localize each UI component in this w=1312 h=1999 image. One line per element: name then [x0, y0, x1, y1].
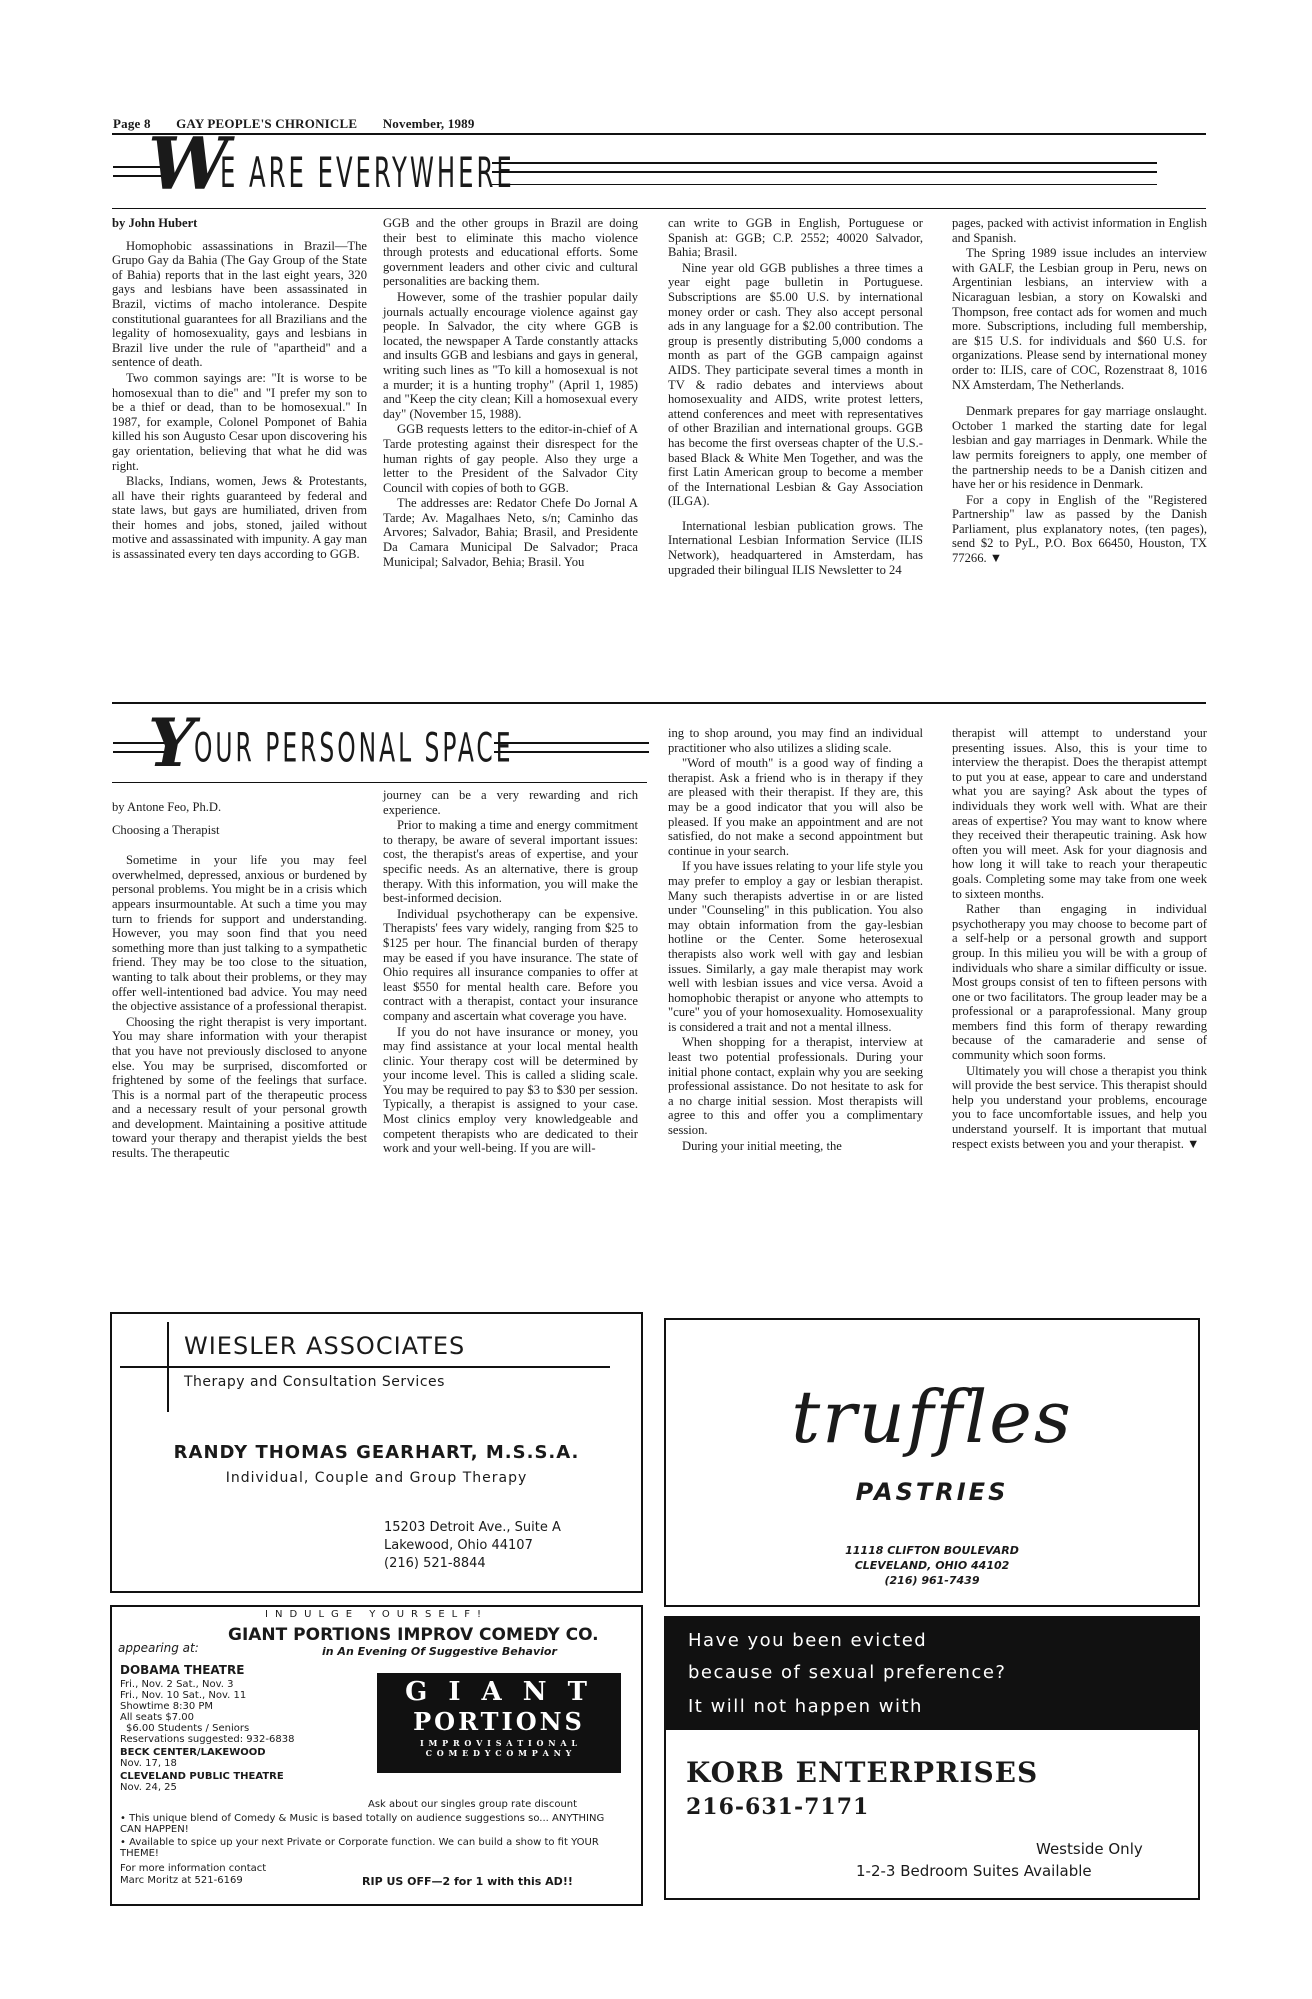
korb-westside: Westside Only — [1036, 1840, 1143, 1858]
paragraph: If you have issues relating to your life style you may prefer to employ a gay or lesbian therapist. Many such therapists advertise in or are listed under "Counseling" in this publication. You also may obtain information from the gay-lesbian hotline or the Center. Some heterosexual therapists also work well with gay and lesbian issues. Similarly, a gay male therapist may work well with lesbian issues and vice versa. Avoid a homophobic therapist or anyone who attempts to "cure" you of your homosexuality. Homosexuality is considered a trait and not a mental illness. — [668, 859, 923, 1034]
paragraph: International lesbian publication grows. The International Lesbian Information Service (ILIS Network), headquartered in Amsterdam, has upgraded their bilingual ILIS Newsletter to 24 — [668, 518, 923, 577]
comedy-bullet-1: • This unique blend of Comedy & Music is based totally on audience suggestions so... ANYTHING CAN HAPPEN! — [120, 1813, 605, 1835]
paragraph: Prior to making a time and energy commitment to therapy, be aware of several important issues: cost, the therapist's areas of expertise, and your specific needs. As an alternative, there is group therapy. With this information, you will make the best-informed decision. — [383, 818, 638, 906]
korb-banner — [666, 1618, 1198, 1730]
paragraph: Sometime in your life you may feel overwhelmed, depressed, anxious or burdened by personal problems. You might be in a crisis which appears insurmountable. At such a time you may turn to friends for support and understanding. However, you may soon find that you need something more than just talking to a sympathetic friend. They may be too close to the situation, wanting to talk about their problems, or they may offer well-intentioned bad advice. You may need the objective assistance of a professional therapist. — [112, 853, 367, 1014]
paper-name: GAY PEOPLE'S CHRONICLE — [176, 116, 358, 131]
wiesler-ad — [110, 1312, 643, 1593]
comedy-offer: RIP US OFF—2 for 1 with this AD!! — [362, 1875, 573, 1888]
paragraph: Rather than engaging in individual psychotherapy you may choose to become part of a self-help or a personal growth and support group. In this milieu you will be with a group of individuals who share a similar difficulty or issue. Most groups consist of ten to fifteen persons with one or two facilitators. The group leader may be a professional or a paraprofessional. Many group members find this form of therapy rewarding because of the camaraderie and sense of community which soon forms. — [952, 902, 1207, 1063]
wiesler-person: RANDY THOMAS GEARHART, M.S.S.A. — [173, 1442, 580, 1463]
logo-line-portions: PORTIONS — [413, 1707, 585, 1736]
wiesler-horizontal-rule — [120, 1366, 610, 1368]
section2-subhead: Choosing a Therapist — [112, 822, 220, 837]
wiesler-address-line-1: 15203 Detroit Ave., Suite A — [384, 1520, 561, 1535]
comedy-group-rate: Ask about our singles group rate discount — [368, 1799, 578, 1810]
paragraph: "Word of mouth" is a good way of finding a therapist. Ask a friend who is in therapy if they are pleased with their therapist. If they are, this may be a good indicator that you will also be pleased. If you make an appointment and are not satisfied, do not make a second appointment but continue in your search. — [668, 756, 923, 858]
wiesler-address-line-2: Lakewood, Ohio 44107 — [384, 1538, 533, 1553]
section2-title: OUR PERSONAL SPACE — [194, 726, 514, 773]
comedy-dates-1b: Fri., Nov. 10 Sat., Nov. 11 — [120, 1690, 247, 1701]
section2-drop-cap: Y — [148, 704, 196, 782]
korb-phone: 216-631-7171 — [686, 1794, 870, 1820]
wiesler-phone: (216) 521-8844 — [384, 1556, 486, 1571]
section1-column-2 — [383, 216, 638, 570]
comedy-company-name: GIANT PORTIONS IMPROV COMEDY CO. — [228, 1625, 599, 1645]
truffles-phone: (216) 961-7439 — [884, 1574, 980, 1587]
comedy-top-banner: INDULGE YOURSELF! — [265, 1609, 488, 1620]
section1-column-3 — [668, 216, 923, 578]
korb-ad — [664, 1616, 1200, 1900]
section1-column-4 — [952, 216, 1207, 567]
comedy-info: For more information contact — [120, 1863, 267, 1874]
korb-suites: 1-2-3 Bedroom Suites Available — [856, 1862, 1092, 1880]
paragraph: journey can be a very rewarding and rich experience. — [383, 788, 638, 817]
comedy-students: $6.00 Students / Seniors — [126, 1723, 250, 1734]
korb-line-1: Have you been evicted — [688, 1630, 928, 1651]
comedy-contact: Marc Moritz at 521-6169 — [120, 1875, 243, 1886]
section1-column-1 — [112, 216, 367, 563]
comedy-appearing: appearing at: — [118, 1641, 199, 1655]
paragraph: Choosing the right therapist is very important. You may share information with your therapist that you have not previously disclosed to anyone else. You may be surprised, discomforted or frightened by some of the feelings that surface. This is a normal part of the therapeutic process and a necessary result of your personal growth and development. Maintaining a positive attitude toward your therapy and therapist yields the best results. The therapeutic — [112, 1014, 367, 1161]
comedy-showtime: Showtime 8:30 PM — [120, 1701, 214, 1712]
truffles-logo: truffles — [791, 1375, 1073, 1459]
paragraph: pages, packed with activist information in English and Spanish. — [952, 216, 1207, 245]
section2-byline: by Antone Feo, Ph.D. — [112, 800, 222, 814]
wiesler-services: Individual, Couple and Group Therapy — [225, 1470, 528, 1486]
comedy-reservations: Reservations suggested: 932-6838 — [120, 1734, 295, 1745]
paragraph: Ultimately you will chose a therapist you think will provide the best service. This therapist should help you understand your problems, encourage you to face uncomfortable issues, and help you understand yourself. It is important that mutual respect exists between you and your therapist. ▼ — [952, 1063, 1207, 1151]
paragraph: The Spring 1989 issue includes an interview with GALF, the Lesbian group in Peru, news on Argentinian lesbians, an interview with a Nicaraguan lesbian, a story on Kowalski and Thompson, free contact ads for women and much more. Subscriptions, including full membership, are $15 U.S. for individuals and $60 U.S. for organizations. Please send by international money order to: ILIS, care of COC, Rozenstraat 8, 1016 NX Amsterdam, The Netherlands. — [952, 246, 1207, 392]
korb-name: KORB ENTERPRISES — [686, 1756, 1039, 1789]
section2-bottom-rule — [112, 782, 647, 783]
section1-right-rule-2 — [492, 184, 1157, 185]
korb-line-2: because of sexual preference? — [688, 1662, 1007, 1683]
section2-column-2 — [383, 788, 638, 1157]
page-number: Page 8 — [113, 116, 151, 131]
comedy-dates-1a: Fri., Nov. 2 Sat., Nov. 3 — [120, 1679, 234, 1690]
section1-drop-cap: W — [148, 121, 229, 206]
comedy-dates-3: Nov. 24, 25 — [120, 1782, 177, 1793]
section2-column-4 — [952, 726, 1207, 1152]
comedy-ad — [110, 1605, 643, 1906]
wiesler-name: WIESLER ASSOCIATES — [184, 1332, 466, 1360]
paragraph: Nine year old GGB publishes a three times a year eight page bulletin in Portuguese. Subscriptions are $5.00 U.S. by international money order or cash. They also accept personal ads in any language for a $2.00 contribution. The group is presently distributing 5,000 condoms a month as part of the GGB campaign against AIDS. They participate several times a month in TV & radio debates and interviews about homosexuality and AIDS, write protest letters, attend conferences and meet with representatives of other Brazilian and international groups. GGB has become the first overseas chapter of the U.S.-based Black & White Men Together, and was the first Latin American group to become a member of the International Lesbian & Gay Association (ILGA). — [668, 260, 923, 509]
paragraph: When shopping for a therapist, interview at least two potential professionals. During your initial phone contact, explain why you are seeking professional assistance. Do not hesitate to ask for a no charge initial session. Most therapists will agree to this and offer you a complimentary session. — [668, 1035, 923, 1138]
logo-line-improvisational: I M P R O V I S A T I O N A L — [420, 1738, 578, 1748]
section2-column-3 — [668, 726, 923, 1154]
section1-byline: by John Hubert — [112, 216, 198, 230]
section2-right-rule — [494, 742, 649, 753]
paragraph: GGB requests letters to the editor-in-chief of A Tarde protesting against their disrespect for the human rights of gay people. Also they urge a letter to the President of the Salvador City Council with copies of both to GGB. — [383, 422, 638, 495]
paragraph: During your initial meeting, the — [682, 1138, 842, 1153]
paragraph: However, some of the trashier popular daily journals actually encourage violence against gay people. In Salvador, the city where GGB is located, the newspaper A Tarde constantly attacks and insults GGB and lesbians and gays in general, writing such lines as "To kill a homosexual is not a murder; it is a hunting trophy" (April 1, 1985) and "Keep the city clean; Kill a homosexual every day" (November 15, 1988). — [383, 289, 638, 421]
comedy-venue-1: DOBAMA THEATRE — [120, 1663, 245, 1677]
section1-bottom-rule — [112, 208, 1206, 209]
masthead-rule — [112, 133, 1206, 135]
paragraph: Blacks, Indians, women, Jews & Protestants, all have their rights guaranteed by federal and state laws, but gays are humiliated, driven from their homes and jobs, stoned, jailed without motive and assassinated with impunity. A gay man is assassinated every ten days according to GGB. — [112, 474, 367, 562]
comedy-venue-3: CLEVELAND PUBLIC THEATRE — [120, 1771, 284, 1782]
logo-line-giant: G I A N T — [405, 1677, 593, 1707]
paragraph: therapist will attempt to understand your presenting issues. Also, this is your time to interview the therapist. Does the therapist attempt to put you at ease, appear to care and understand what you are saying? Ask about the types of individuals they work well with. What are their areas of expertise? You may want to know where they received their therapeutic training. Ask how often you will meet. Ask for your diagnosis and how long it will take to reach your therapeutic goals. Completing some may take from one week to sixteen months. — [952, 726, 1207, 901]
issue-date: November, 1989 — [382, 116, 475, 131]
truffles-pastries: PASTRIES — [855, 1478, 1009, 1506]
paragraph: ing to shop around, you may find an individual practitioner who also utilizes a sliding scale. — [668, 726, 923, 755]
comedy-bullet-2-text: Available to spice up your next Private or Corporate function. We can build a show to fit YOUR THEME! — [120, 1837, 599, 1859]
paragraph: GGB and the other groups in Brazil are doing their best to eliminate this macho violence through protests and educational efforts. Some government leaders and other civic and cultural personalities are backing them. — [383, 216, 638, 289]
comedy-subtitle: in An Evening Of Suggestive Behavior — [322, 1645, 557, 1658]
comedy-venue-2: BECK CENTER/LAKEWOOD — [120, 1747, 266, 1758]
paragraph: Two common sayings are: "It is worse to be homosexual than to die" and "I prefer my son to be a thief or dead, than to be homosexual." In 1987, for example, Colonel Pomponet of Bahia killed his son Augusto Cesar upon discovering his gay orientation, believing that what he did was right. — [112, 370, 367, 473]
section2-column-1 — [112, 800, 367, 1162]
paragraph: can write to GGB in English, Portuguese or Spanish at: GGB; C.P. 2552; 40020 Salvador, Bahia; Brasil. — [668, 216, 923, 260]
wiesler-tagline: Therapy and Consultation Services — [184, 1374, 445, 1390]
section1-title: E ARE EVERYWHERE — [220, 150, 515, 199]
truffles-address-line-1: 11118 CLIFTON BOULEVARD — [845, 1544, 1019, 1557]
paragraph: Individual psychotherapy can be expensive. Therapists' fees vary widely, ranging from $25 to $125 per hour. The financial burden of therapy may be eased if you have insurance. The state of Ohio requires all insurance companies to offer at least $550 for mental health care. Before you contract with a therapist, contact your insurance company and ascertain what coverage you have. — [383, 906, 638, 1023]
comedy-seats: All seats $7.00 — [120, 1712, 195, 1723]
comedy-dates-2: Nov. 17, 18 — [120, 1758, 177, 1769]
truffles-address-line-2: CLEVELAND, OHIO 44102 — [854, 1559, 1010, 1572]
comedy-bullet-1-text: This unique blend of Comedy & Music is based totally on audience suggestions so... ANYTHING CAN HAPPEN! — [120, 1813, 605, 1835]
paragraph: For a copy in English of the "Registered Partnership" law as passed by the Danish Parliament, plus explanatory notes, (ten pages), send $2 to PyL, P.O. Box 66450, Houston, TX 77266. ▼ — [952, 492, 1207, 566]
korb-line-3: It will not happen with — [688, 1696, 923, 1717]
paragraph: Denmark prepares for gay marriage onslaught. October 1 marked the starting date for legal lesbian and gay marriages in Denmark. While the law permits foreigners to apply, one member of the partnership needs to be a Danish citizen and have her or his residence in Denmark. — [952, 404, 1207, 492]
section-divider — [112, 702, 1206, 704]
truffles-ad — [664, 1318, 1200, 1607]
paragraph: Homophobic assassinations in Brazil—The Grupo Gay da Bahia (The Gay Group of the State of Bahia) reports that in the last eight years, 320 gays and lesbians have been assassinated in Brazil, victims of macho intolerance. Despite constitutional guarantees for all Brazilians and the legality of homosexuality, gays and lesbians in Brazil live under the rule of "apartheid" and a sentence of death. — [112, 238, 367, 370]
paragraph: If you do not have insurance or money, you may find assistance at your local mental health clinic. Your therapy cost will be determined by your income level. This is called a sliding scale. You may be required to pay $3 to $30 per session. Typically, a therapist is assigned to your case. Most clinics employ very knowledgeable and competent therapists who are dedicated to their work and your well-being. If you are will- — [383, 1024, 638, 1156]
paragraph: The addresses are: Redator Chefe Do Jornal A Tarde; Av. Magalhaes Neto, s/n; Caminho das Arvores; Salvador, Bahia; Brasil, and Presidente Da Camara Municipal De Salvador; Praca Municipal; Salvador, Behia; Brasil. You — [383, 496, 638, 569]
section1-right-rule — [492, 162, 1157, 173]
comedy-bullet-2: • Available to spice up your next Private or Corporate function. We can build a show to fit YOUR THEME! — [120, 1837, 599, 1859]
logo-line-comedy-company: C O M E D Y C O M P A N Y — [425, 1748, 573, 1758]
giant-portions-logo — [377, 1673, 621, 1773]
